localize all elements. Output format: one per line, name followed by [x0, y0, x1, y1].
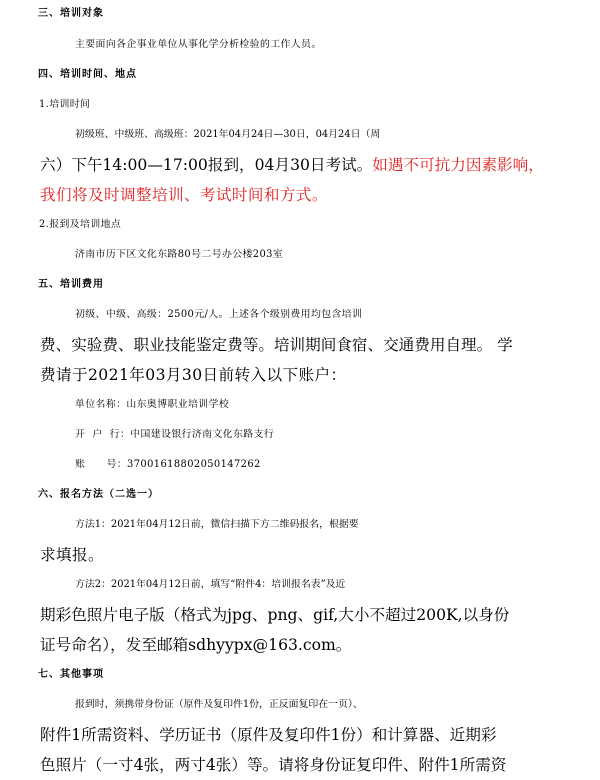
training-address: 济南市历下区文化东路80号二号办公楼203室: [75, 249, 284, 260]
training-time-line-1: 初级班、中级班、高级班：2021年04月24日—30日，04月24日（周: [75, 129, 381, 140]
account-bank: 开 户 行：中国建设银行济南文化东路支行: [75, 429, 275, 440]
fee-line-1: 初级、中级、高级：2500元/人。上述各个级别费用均包含培训: [75, 309, 363, 320]
training-time-line-2-text: 六）下午14:00—17:00报到，04月30日考试。: [40, 156, 373, 174]
fee-line-2: 费、实验费、职业技能鉴定费等。培训期间食宿、交通费用自理。 学: [40, 336, 513, 354]
method-1-line-1: 方法1：2021年04月12日前，微信扫描下方二维码报名，根据要: [75, 519, 359, 530]
method-2-line-1: 方法2：2021年04月12日前，填写“附件4：培训报名表”及近: [75, 579, 346, 590]
section-heading-registration: 六、报名方法（二选一）: [38, 489, 159, 500]
section-heading-other: 七、其他事项: [38, 669, 104, 680]
trainees-text: 主要面向各企事业单位从事化学分析检验的工作人员。: [75, 39, 322, 50]
training-time-line-2: [40, 150, 580, 180]
other-line-2: 附件1所需资料、学历证书（原件及复印件1份）和计算器、近期彩: [40, 726, 497, 744]
account-unit-name: 单位名称：山东奥博职业培训学校: [75, 399, 230, 410]
section-heading-trainees: 三、培训对象: [38, 8, 104, 19]
force-majeure-notice: 如遇不可抗力因素影响，: [372, 156, 544, 174]
subheading-location: 2.报到及培训地点: [39, 219, 122, 230]
force-majeure-notice-cont: 我们将及时调整培训、考试时间和方式。: [40, 186, 328, 204]
method-2-line-3: 证号命名），发至邮箱sdhyypx@163.com。: [40, 636, 352, 654]
section-heading-fees: 五、培训费用: [38, 279, 104, 290]
other-line-1: 报到时，须携带身份证（原件及复印件1份，正反面复印在一页）、: [75, 699, 363, 710]
account-number: 账 号：37001618802050147262: [75, 459, 261, 470]
method-2-line-2: 期彩色照片电子版（格式为jpg、png、gif,大小不超过200K,以身份: [40, 606, 510, 624]
other-line-3: 色照片（一寸4张，两寸4张）等。请将身份证复印件、附件1所需资: [40, 756, 507, 774]
fee-line-3: 费请于2021年03月30日前转入以下账户：: [40, 366, 347, 384]
subheading-training-time: 1.培训时间: [39, 99, 91, 110]
section-heading-time-place: 四、培训时间、地点: [38, 69, 137, 80]
method-1-line-2: 求填报。: [40, 546, 104, 564]
